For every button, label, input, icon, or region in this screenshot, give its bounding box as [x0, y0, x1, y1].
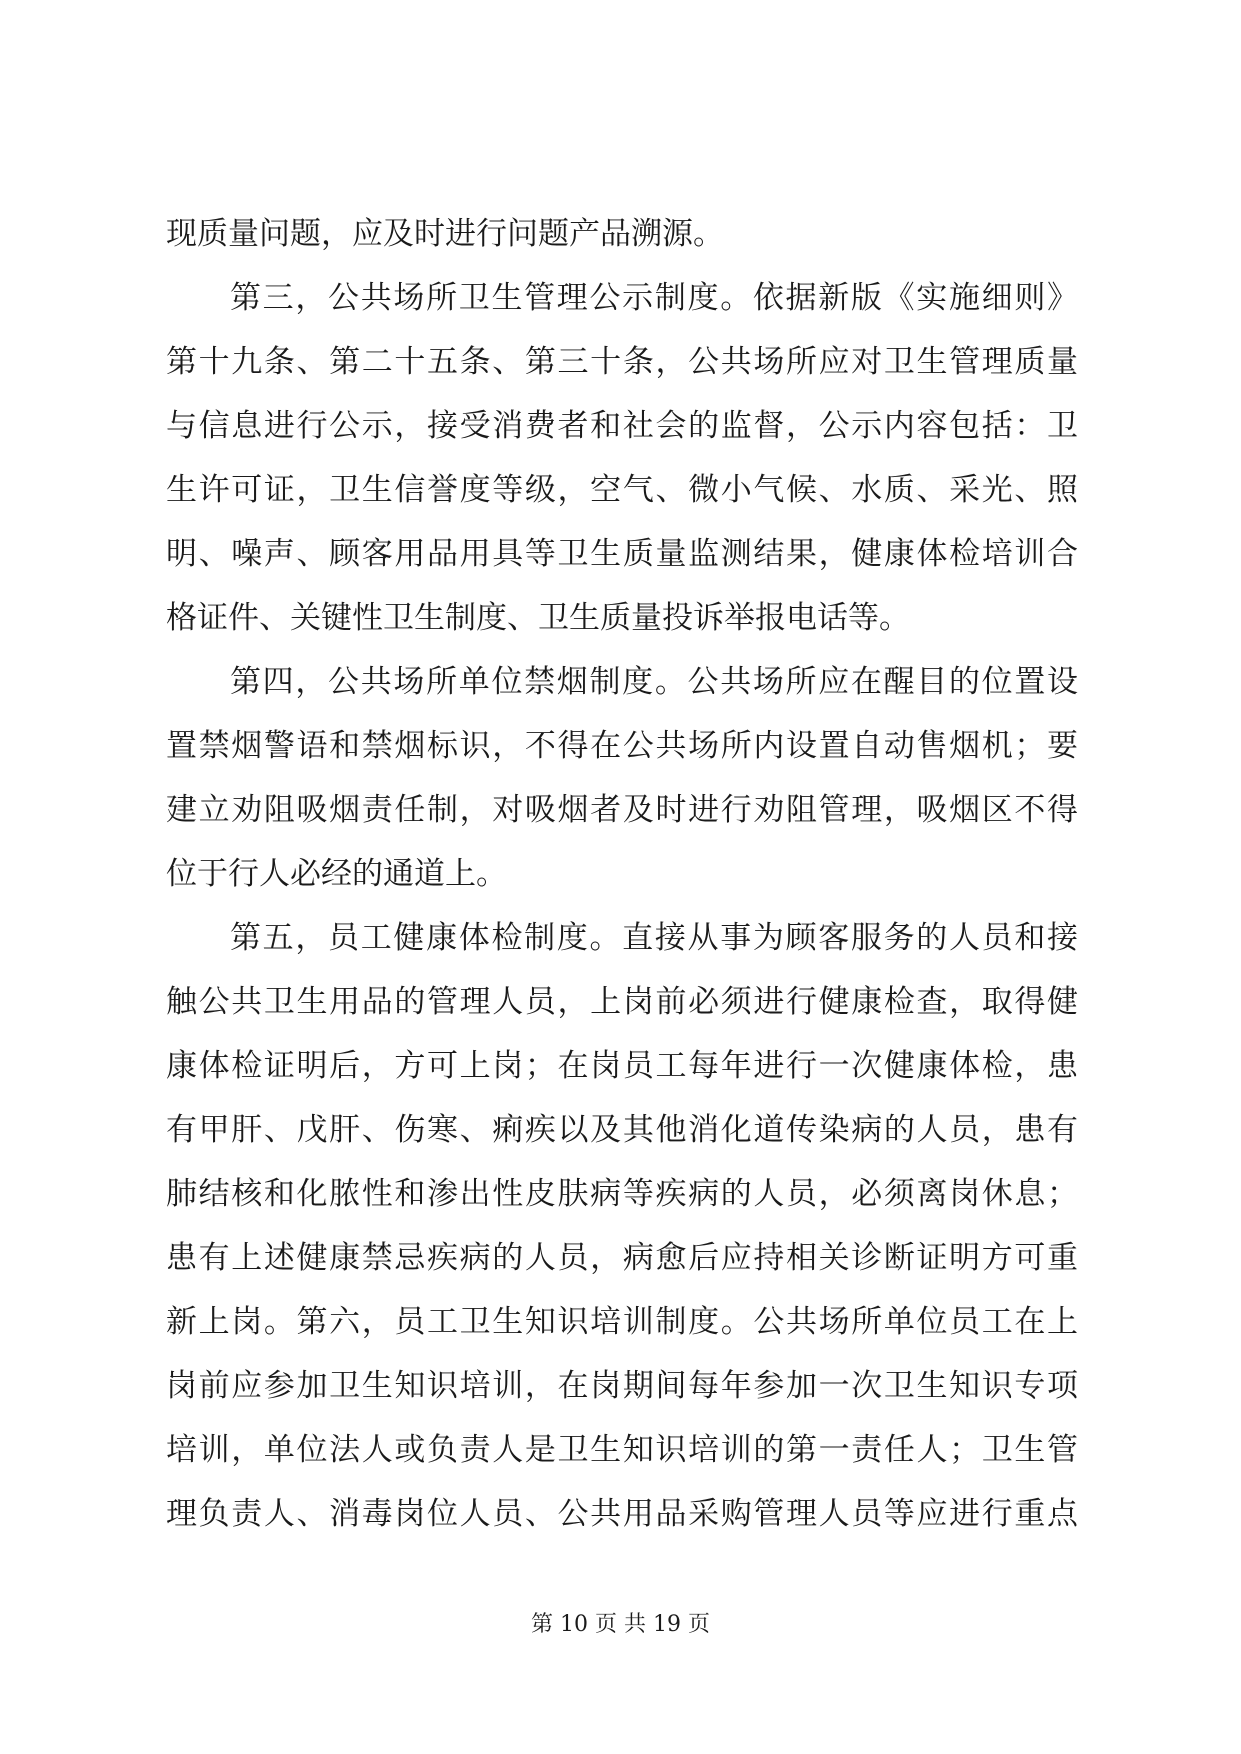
paragraph-start-line: 第三，公共场所卫生管理公示制度。依据新版《实施细则》 [230, 280, 1078, 316]
text-line: 康体检证明后，方可上岗；在岗员工每年进行一次健康体检，患 [166, 1048, 1078, 1084]
text-line: 肺结核和化脓性和渗出性皮肤病等疾病的人员，必须离岗休息； [166, 1176, 1078, 1212]
page-number-footer: 第 10 页 共 19 页 [531, 1612, 710, 1637]
text-line: 与信息进行公示，接受消费者和社会的监督，公示内容包括：卫 [166, 408, 1078, 444]
text-line: 新上岗。第六，员工卫生知识培训制度。公共场所单位员工在上 [166, 1304, 1078, 1340]
paragraph-start-line: 第五，员工健康体检制度。直接从事为顾客服务的人员和接 [230, 920, 1078, 956]
text-line: 现质量问题，应及时进行问题产品溯源。 [166, 216, 724, 252]
text-line: 第十九条、第二十五条、第三十条，公共场所应对卫生管理质量 [166, 344, 1078, 380]
text-line: 患有上述健康禁忌疾病的人员，病愈后应持相关诊断证明方可重 [166, 1240, 1078, 1276]
paragraph-start-line: 第四，公共场所单位禁烟制度。公共场所应在醒目的位置设 [230, 664, 1078, 700]
text-line: 格证件、关键性卫生制度、卫生质量投诉举报电话等。 [166, 600, 910, 636]
body-text [166, 202, 1078, 1546]
text-line: 位于行人必经的通道上。 [166, 856, 507, 892]
text-line: 置禁烟警语和禁烟标识，不得在公共场所内设置自动售烟机；要 [166, 728, 1078, 764]
text-line: 触公共卫生用品的管理人员，上岗前必须进行健康检查，取得健 [166, 984, 1078, 1020]
text-line: 培训，单位法人或负责人是卫生知识培训的第一责任人；卫生管 [166, 1432, 1078, 1468]
text-line: 生许可证，卫生信誉度等级，空气、微小气候、水质、采光、照 [166, 472, 1078, 508]
text-line: 理负责人、消毒岗位人员、公共用品采购管理人员等应进行重点 [166, 1496, 1078, 1532]
text-line: 明、噪声、顾客用品用具等卫生质量监测结果，健康体检培训合 [166, 536, 1078, 572]
text-line: 岗前应参加卫生知识培训，在岗期间每年参加一次卫生知识专项 [166, 1368, 1078, 1404]
text-line: 有甲肝、戊肝、伤寒、痢疾以及其他消化道传染病的人员，患有 [166, 1112, 1078, 1148]
text-line: 建立劝阻吸烟责任制，对吸烟者及时进行劝阻管理，吸烟区不得 [166, 792, 1078, 828]
